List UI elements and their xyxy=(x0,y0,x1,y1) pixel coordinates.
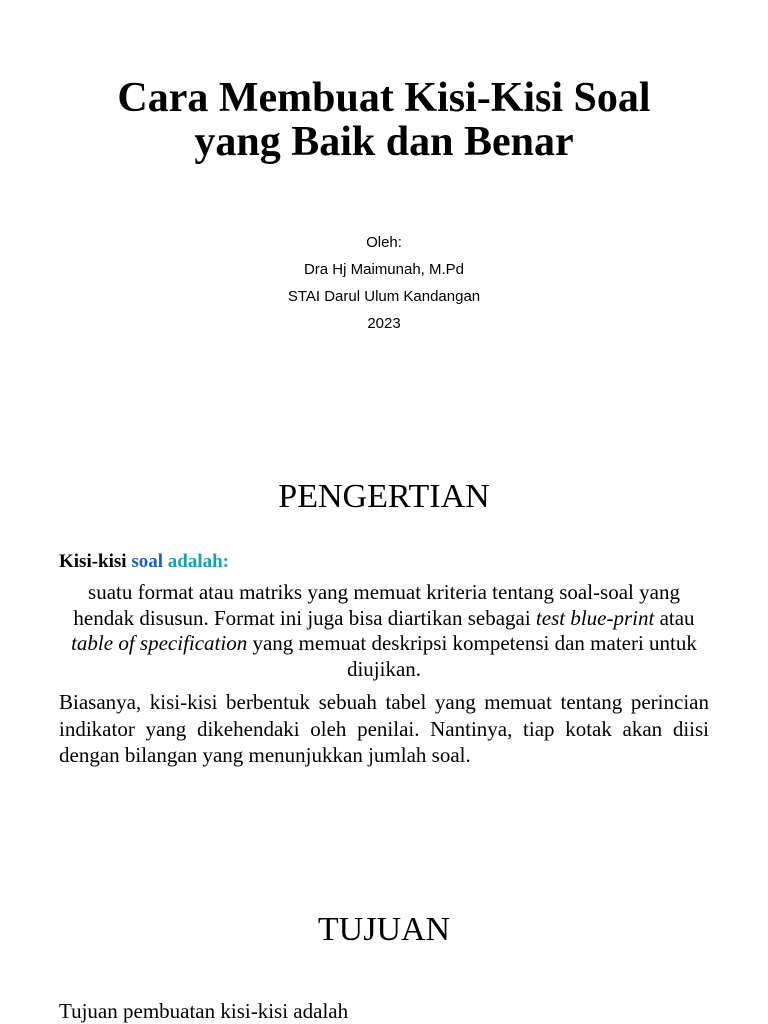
title-line-2: yang Baik dan Benar xyxy=(194,119,574,165)
publication-year: 2023 xyxy=(367,315,401,332)
definition-part-3: yang memuat deskripsi kompetensi dan materi untuk diujikan. xyxy=(252,631,697,681)
lead-term: Kisi-kisi xyxy=(59,551,127,572)
document-title xyxy=(0,76,768,164)
definition-italic-1: test blue-print xyxy=(535,605,655,630)
definition-text xyxy=(70,580,698,682)
lead-term-suffix: adalah: xyxy=(167,551,230,572)
section-heading-pengertian: PENGERTIAN xyxy=(278,478,490,515)
tujuan-text: Tujuan pembuatan kisi-kisi adalah xyxy=(59,999,349,1023)
section-heading-tujuan: TUJUAN xyxy=(317,911,451,948)
byline xyxy=(0,229,768,337)
author-name: Dra Hj Maimunah, M.Pd xyxy=(303,261,465,278)
institution-name: STAI Darul Ulum Kandangan xyxy=(287,288,481,305)
byline-label: Oleh: xyxy=(366,234,402,251)
definition-part-1: suatu format atau matriks yang memuat kriteria tentang soal-soal yang hendak disusun. Format ini juga bisa diartikan sebagai xyxy=(73,580,680,630)
definition-lead xyxy=(59,549,229,575)
body-paragraph: Biasanya, kisi-kisi berbentuk sebuah tabel yang memuat tentang perincian indikator yang dikehendaki oleh penilai. Nantinya, tiap kotak akan diisi dengan bilangan yang menunjukkan jumlah soal. xyxy=(59,690,709,767)
title-line-1: Cara Membuat Kisi-Kisi Soal xyxy=(117,75,651,121)
definition-italic-2: table of specification xyxy=(71,631,248,655)
definition-part-2: atau xyxy=(659,605,695,630)
lead-term-highlight: soal xyxy=(131,551,164,572)
